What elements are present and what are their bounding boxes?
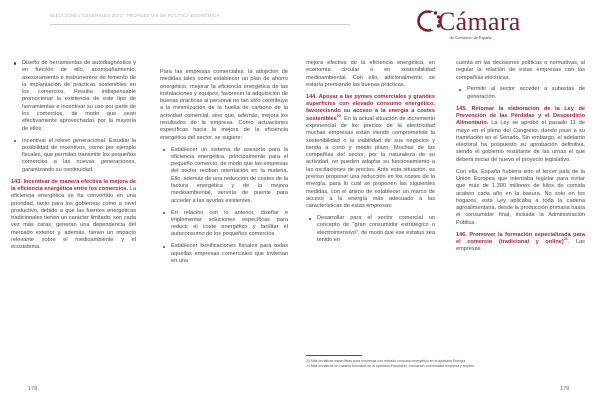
paragraph-text: La eficiencia energética se ha convertido en una prioridad, tanto para los gobiernos como a nivel productivo, debido a que las fuentes energéticas tradicionales tienen un carácter limitado, son cada vez más caras, generan una dependencia del mercado exterior y, además, tienen un impacto relevante sobre el medioambiente y el ecosistema. (11, 185, 136, 251)
paragraph: Para las empresas comerciales, la adopción de medidas tales como establecer un plan de ahorro energético, mejorar la eficiencia energética de las instalaciones y equipos, favorecer la adquisición de buenas prácticas al personal no tan sólo contribuye a la minimización de la huella de carbono de la actividad comercial, sino que, además, mejora los resultados de la empresa. Como actuaciones específicas hacia la mejora de la eficiencia energética del sector, se sugiere: (160, 69, 288, 141)
list-item: Diseño de herramientas de autodiagnóstico y en función de ello, acompañamiento, asesoramiento e instrumentos de fomento de la implantación de prácticas sostenibles en los comercios. Resulta indispensable promocionar la existencia de este tipo de herramientas e incentivar su uso por parte de los comercios, de modo que sean efectivamente aprovechadas por la mayoría de ellos. (22, 60, 136, 132)
section-heading: 143. Incentivar de manera efectiva la mejora de la eficiencia energética entre los comercios. (11, 178, 136, 192)
paragraph (456, 232, 585, 254)
footnote-rule (306, 355, 362, 356)
column-2 (160, 69, 288, 270)
header-title: ELECCIONES GENERALES 2023 · PROPUESTAS DE POLÍTICA ECONÓMICA (50, 13, 220, 18)
paragraph (456, 106, 585, 164)
page-number-right: 179 (560, 386, 570, 392)
paragraph (306, 94, 435, 211)
paragraph (11, 179, 136, 252)
footnote: 21 Más iniciativas en materia formativa en el apartado Educación, formación, universidad empresa y empleo. (306, 364, 476, 368)
list-item: Incentivar el relevo generacional. Estudiar la posibilidad de incentivos, como por ejemplo fiscales, que permitan transmitir los pequeños comercios a las nuevas generaciones, garantizando su continuidad. (22, 137, 136, 173)
camara-logo (417, 6, 527, 44)
bullet-list (456, 86, 585, 101)
paragraph-text: La Ley se aprobó el pasado 11 de mayo en el pleno del Congreso, dando paso a su tramitación en el Senado. Sin embargo, el adelanto electoral ha pospuesto su aprobación definitiva, siendo el gobierno resultante de las urnas el que deberá iniciar de nuevo el proyecto legislativo. (456, 120, 585, 163)
list-item: Permitir al sector acceder a subastas de generación. (467, 86, 585, 100)
section-heading: 146. Promover la formación especializada para el comercio (tradicional y online) (456, 231, 585, 245)
bullet-list (11, 60, 136, 174)
list-item: En relación con lo anterior, diseñar e implementar soluciones específicas para reducir el coste energético y facilitar el autoconsumo de los pequeños comercios. (171, 209, 288, 238)
list-item: Establecer un sistema de asesoría para la eficiencia energética, principalmente para el pequeño comercio, de modo que las empresas del sector reciban orientación en la materia. Ello, además de una reducción de costes de la factura energética y de la mejora medioambiental, serviría de puente para acceder a las ayudas existentes. (171, 146, 288, 204)
logo-subtitle: de Comercio de España (450, 35, 492, 40)
paragraph: cuenta en las decisiones políticas o normativas, al regular la relación de estas empresas con las compañías eléctricas. (456, 60, 585, 81)
section-heading: 145. Retomar la elaboración de la Ley de Prevención de las Pérdidas y el Desperdicio Alimentario. (456, 105, 585, 127)
paragraph-text: . Las empresas (456, 238, 585, 253)
footnote-ref: 20 (336, 113, 341, 118)
list-item: Desarrollar para el sector comercial un concepto de "gran consumidor estratégico o electrointensivo", de modo que ese estatus sea tenido en (317, 215, 435, 244)
paragraph: mejora efectiva de la eficiencia energética, en economía circular o en sostenibilidad medioambiental. Con ello, adicionalmente, se estaría premiando las buenas prácticas. (306, 60, 435, 88)
logo-wordmark: Cámara (438, 7, 521, 36)
section-heading: 144. Apoyar a las pymes comerciales y grandes superficies con elevado consumo energético, favoreciendo su acceso a la energía a costes sostenibles (306, 93, 435, 122)
page-number-left: 178 (28, 386, 38, 392)
footnote-ref: 21 (563, 237, 568, 242)
column-3 (306, 60, 435, 249)
footnote: 20 Más iniciativas específicas para empresas con elevado consumo energético en el apartado Energía. (306, 359, 467, 363)
paragraph-text: . En la actual situación de incremento exponencial de los precios de la electricidad muchas empresas están viendo comprometida la sostenibilidad o la viabilidad de sus negocios y tienda a corto y medio plazo. Muchas de las compañías del sector, por la naturaleza de su actividad, no pueden adaptar su funcionamiento a las oscilaciones de precios. Ante esta situación, es preciso proponer una reducción en los costes de la energía, para lo cual se proponen las siguientes medidas, con el ánimo de establecer un marco de acceso a la energía más adecuado a las características de estas empresas: (306, 115, 435, 210)
bullet-list (160, 147, 288, 266)
header-rule (50, 24, 350, 25)
column-1 (11, 60, 136, 256)
paragraph: Con ella, España hubiera sido el tercer país de la Unión Europea que intentaba legislar para evitar que más de 1.300 millones de kilos de comida acaben cada año en la basura. No solo en los hogares, esta Ley aplicaba a toda la cadena agroalimentaria, desde la producción primaria hasta el consumidor final, incluida la Administración Pública. (456, 168, 585, 226)
column-4 (456, 60, 585, 258)
list-item: Establecer bonificaciones fiscales para todas aquellas empresas comerciales que inviertan en una (171, 243, 288, 264)
bullet-list (306, 215, 435, 244)
